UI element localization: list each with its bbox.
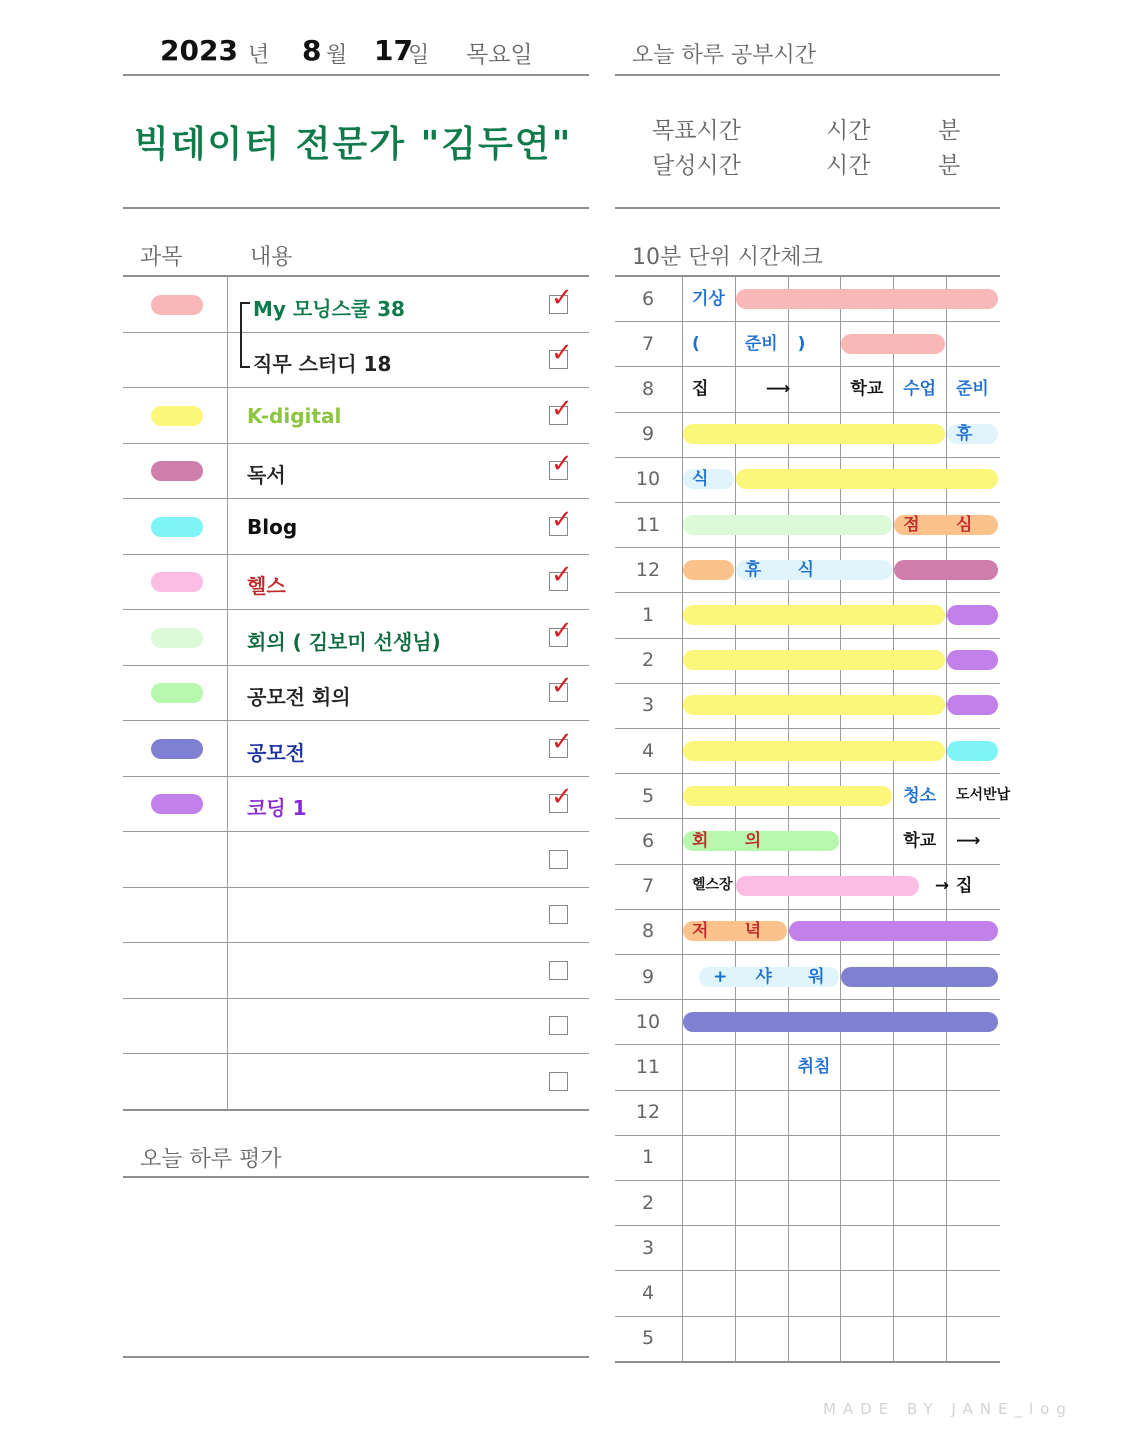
time-note: ⟶ — [956, 831, 981, 851]
time-block[interactable] — [683, 741, 945, 761]
todo-row — [123, 832, 589, 888]
hour-label: 10 — [635, 1010, 661, 1033]
time-note: 기상 — [692, 288, 725, 309]
todo-row — [123, 1054, 589, 1110]
row-divider — [615, 683, 1000, 684]
time-block[interactable] — [683, 786, 892, 806]
time-note: 준비 — [744, 333, 778, 354]
todo-text: 코딩 1 — [247, 796, 307, 821]
row-divider — [615, 954, 1000, 955]
todo-text: Blog — [247, 514, 298, 539]
todo-row — [123, 555, 589, 611]
time-note: 헬스장 — [692, 877, 733, 894]
hour-label: 6 — [641, 287, 655, 310]
hour-label: 11 — [635, 513, 661, 536]
todo-row — [123, 666, 589, 722]
hour-label: 4 — [641, 1282, 655, 1304]
time-note: 의 — [744, 831, 762, 851]
time-block[interactable] — [683, 695, 945, 715]
day-unit: 일 — [408, 43, 430, 68]
subject-color-swatch — [151, 461, 203, 481]
row-divider — [615, 412, 1000, 413]
goal-time-label: 목표시간 — [652, 118, 741, 144]
row-divider — [615, 1090, 1000, 1091]
todo-text: K-digital — [247, 403, 342, 428]
check-mark-icon: ✓ — [551, 282, 573, 313]
time-note: 도서반납 — [956, 786, 1011, 803]
subject-header: 과목 — [140, 245, 183, 270]
check-mark-icon: ✓ — [551, 671, 573, 702]
row-divider — [615, 1316, 1000, 1317]
divider — [615, 275, 1000, 277]
time-note: 집 — [692, 379, 709, 399]
hour-label: 7 — [641, 332, 655, 355]
todo-row — [123, 888, 589, 944]
time-note: 점 — [903, 514, 920, 535]
todo-row — [123, 388, 589, 444]
hour-label: 9 — [641, 423, 655, 446]
achieved-minute-unit: 분 — [938, 153, 961, 179]
subject-color-swatch — [151, 572, 203, 592]
day-value: 17 — [374, 34, 413, 67]
time-note: ⟶ — [765, 379, 791, 399]
time-block[interactable] — [683, 605, 945, 625]
time-note: 저 — [692, 921, 709, 942]
time-note: 청소 — [903, 785, 937, 806]
check-mark-icon: ✓ — [551, 782, 573, 813]
row-divider — [615, 592, 1000, 593]
time-block[interactable] — [789, 921, 998, 941]
todo-text: My 모닝스쿨 38 — [253, 296, 405, 321]
check-mark-icon: ✓ — [551, 338, 573, 369]
watermark: MADE BY JANE_log — [823, 1400, 1073, 1418]
grid-column-divider — [682, 277, 683, 1362]
divider — [123, 207, 589, 209]
achieved-time-label: 달성시간 — [652, 153, 741, 179]
hour-label: 7 — [641, 875, 655, 898]
todo-text: 공모전 — [247, 740, 305, 765]
row-divider — [615, 818, 1000, 819]
todo-checkbox[interactable] — [549, 850, 568, 869]
todo-row — [123, 721, 589, 777]
todo-row — [123, 777, 589, 833]
row-divider — [615, 502, 1000, 503]
row-divider — [615, 1270, 1000, 1271]
time-note: 휴 — [744, 559, 762, 580]
hour-label: 3 — [641, 694, 655, 717]
time-block[interactable] — [683, 424, 945, 444]
weekday: 목요일 — [466, 42, 533, 68]
time-note: 심 — [956, 514, 973, 535]
content-header: 내용 — [250, 245, 293, 270]
hour-label: 10 — [635, 468, 661, 491]
month-unit: 월 — [326, 43, 348, 68]
time-block[interactable] — [947, 695, 998, 715]
hour-label: 12 — [635, 558, 661, 581]
time-note: 휴 — [956, 424, 973, 445]
check-mark-icon: ✓ — [551, 726, 573, 757]
row-divider — [615, 909, 1000, 910]
time-block[interactable] — [841, 334, 945, 354]
check-mark-icon: ✓ — [551, 504, 573, 535]
todo-bracket — [240, 302, 250, 368]
page-title: 빅데이터 전문가 "김두연" — [134, 124, 573, 165]
time-block[interactable] — [736, 876, 919, 896]
todo-text: 공모전 회의 — [247, 685, 351, 710]
hour-label: 1 — [641, 1146, 655, 1169]
row-divider — [615, 547, 1000, 548]
time-note: 회 — [692, 831, 709, 851]
subject-color-swatch — [151, 794, 203, 814]
hour-label: 9 — [641, 965, 655, 988]
row-divider — [123, 1109, 589, 1111]
time-note: 수업 — [903, 379, 937, 399]
check-mark-icon: ✓ — [551, 615, 573, 646]
todo-checkbox[interactable] — [549, 905, 568, 924]
row-divider — [615, 1225, 1000, 1226]
check-mark-icon: ✓ — [551, 449, 573, 480]
subject-color-swatch — [151, 295, 203, 315]
study-time-title: 오늘 하루 공부시간 — [632, 43, 817, 68]
time-block[interactable] — [683, 515, 892, 535]
evaluation-title: 오늘 하루 평가 — [140, 1147, 282, 1172]
subject-color-swatch — [151, 517, 203, 537]
time-block[interactable] — [683, 650, 945, 670]
time-note: + — [713, 966, 728, 987]
grid-column-divider — [946, 277, 947, 1362]
divider — [123, 74, 589, 76]
subject-color-swatch — [151, 406, 203, 426]
month-value: 8 — [302, 34, 322, 67]
achieved-hour-unit: 시간 — [826, 153, 871, 179]
time-block[interactable] — [736, 469, 998, 489]
hour-label: 5 — [641, 1327, 655, 1350]
todo-text: 헬스 — [247, 574, 286, 599]
date-line — [140, 30, 590, 74]
row-divider — [615, 773, 1000, 774]
time-note: 식 — [692, 469, 709, 490]
time-block[interactable] — [736, 289, 998, 309]
subject-color-swatch — [151, 628, 203, 648]
todo-checkbox[interactable] — [549, 1072, 568, 1091]
divider — [123, 1356, 589, 1358]
timecheck-title: 10분 단위 시간체크 — [632, 245, 823, 270]
subject-color-swatch — [151, 683, 203, 703]
row-divider — [615, 864, 1000, 865]
row-divider — [615, 728, 1000, 729]
row-divider — [615, 321, 1000, 322]
hour-label: 2 — [641, 649, 655, 672]
row-divider — [615, 1361, 1000, 1363]
check-mark-icon: ✓ — [551, 560, 573, 591]
hour-label: 8 — [641, 920, 655, 943]
time-note: → — [934, 876, 950, 897]
time-block[interactable] — [894, 560, 998, 580]
time-block[interactable] — [947, 741, 998, 761]
hour-label: 4 — [641, 739, 655, 762]
divider — [615, 207, 1000, 209]
row-divider — [615, 1044, 1000, 1045]
evaluation-area[interactable] — [123, 1178, 589, 1356]
time-block[interactable] — [683, 1012, 998, 1032]
todo-checkbox[interactable] — [549, 1016, 568, 1035]
time-note: 워 — [808, 966, 825, 987]
time-note: 식 — [797, 559, 815, 580]
hour-label: 11 — [635, 1056, 661, 1078]
time-block[interactable] — [947, 605, 998, 625]
time-note: 취침 — [797, 1057, 831, 1077]
row-divider — [615, 999, 1000, 1000]
time-note: ) — [797, 333, 806, 354]
check-mark-icon: ✓ — [551, 393, 573, 424]
hour-label: 6 — [641, 830, 655, 852]
hour-label: 5 — [641, 784, 655, 807]
hour-label: 2 — [641, 1191, 655, 1214]
todo-row — [123, 610, 589, 666]
subject-color-swatch — [151, 739, 203, 759]
time-note: ( — [692, 333, 700, 354]
row-divider — [615, 366, 1000, 367]
row-divider — [615, 457, 1000, 458]
row-divider — [615, 1180, 1000, 1181]
time-block[interactable] — [683, 560, 734, 580]
goal-minute-unit: 분 — [938, 118, 961, 144]
row-divider — [615, 1135, 1000, 1136]
hour-label: 8 — [641, 378, 655, 400]
todo-row — [123, 333, 589, 389]
todo-row — [123, 999, 589, 1055]
todo-row — [123, 943, 589, 999]
time-note: 녁 — [744, 921, 762, 942]
year-unit: 년 — [248, 43, 270, 68]
year-value: 2023 — [160, 34, 238, 67]
todo-row — [123, 499, 589, 555]
time-block[interactable] — [841, 967, 997, 987]
time-note: 샤 — [755, 966, 772, 987]
divider — [615, 74, 1000, 76]
hour-label: 3 — [641, 1236, 655, 1259]
todo-text: 회의 ( 김보미 선생님) — [247, 629, 441, 654]
hour-label: 1 — [641, 604, 655, 626]
time-block[interactable] — [947, 650, 998, 670]
time-note: 준비 — [956, 379, 989, 399]
time-note: 학교 — [850, 379, 884, 399]
row-divider — [615, 638, 1000, 639]
todo-text: 직무 스터디 18 — [253, 352, 392, 377]
goal-hour-unit: 시간 — [826, 118, 871, 144]
todo-checkbox[interactable] — [549, 961, 568, 980]
todo-row — [123, 277, 589, 333]
hour-label: 12 — [635, 1101, 661, 1124]
todo-text: 독서 — [247, 463, 286, 488]
time-note: 학교 — [903, 831, 937, 851]
todo-row — [123, 444, 589, 500]
time-note: 집 — [956, 876, 973, 897]
